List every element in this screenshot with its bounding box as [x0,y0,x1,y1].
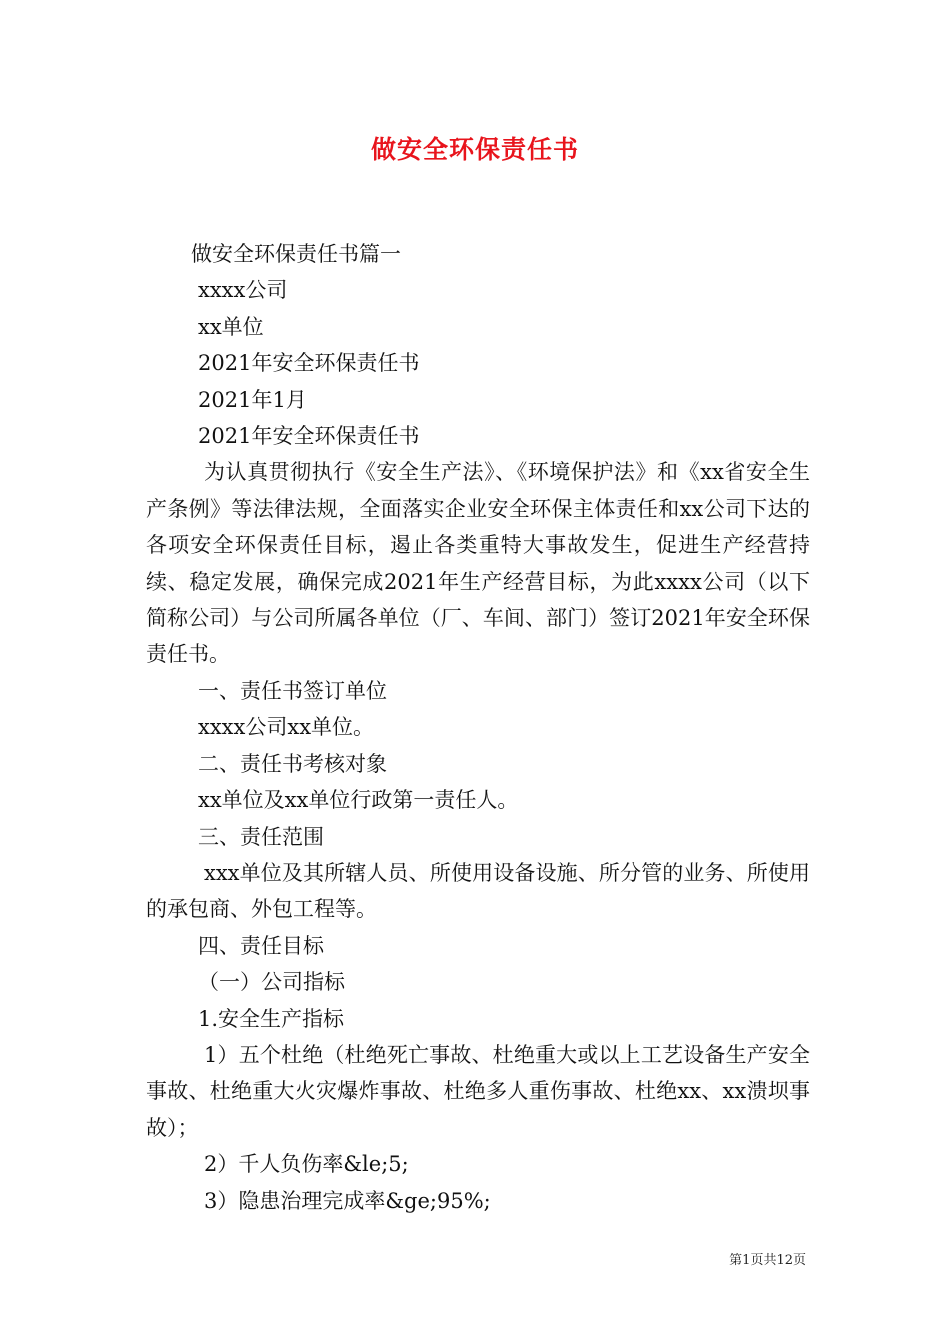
document-body [146,236,810,1219]
text-line: xx单位及xx单位行政第一责任人。 [198,788,519,813]
subheading: 1.安全生产指标 [198,1006,345,1031]
text-line: xxxx公司xx单位。 [198,715,375,740]
book-title-line: 2021年安全环保责任书 [198,424,420,449]
heading-4: 四、责任目标 [198,933,324,958]
intro-paragraph: 为认真贯彻执行《安全生产法》、《环境保护法》和《xx省安全生产条例》等法律法规，全面落实企业安全环保主体责任和xx公司下达的各项安全环保责任目标，遏止各类重特大事故发生，促进生产经营持续、稳定发展，确保完成2021年生产经营目标，为此xxxx公司（以下简称公司）与公司所属各单位（厂、车间、部门）签订2021年安全环保责任书。 [146,460,810,667]
list-item: 1）五个杜绝（杜绝死亡事故、杜绝重大或以上工艺设备生产安全事故、杜绝重大火灾爆炸事故、杜绝多人重伤事故、杜绝xx、xx溃坝事故）； [146,1042,810,1140]
heading-2: 二、责任书考核对象 [198,751,387,776]
unit-line: xx单位 [198,314,264,339]
heading-3: 三、责任范围 [198,824,324,849]
page-number: 第1页共12页 [729,1253,806,1268]
scope-paragraph: xxx单位及其所辖人员、所使用设备设施、所分管的业务、所使用的承包商、外包工程等。 [146,860,810,922]
date-line: 2021年1月 [198,387,307,412]
document-title: 做安全环保责任书 [370,135,579,164]
company-line: xxxx公司 [198,278,288,303]
book-title-line: 2021年安全环保责任书 [198,351,420,376]
subheading: （一）公司指标 [198,970,345,995]
heading-1: 一、责任书签订单位 [198,678,387,703]
section-heading: 做安全环保责任书篇一 [191,242,401,266]
list-item: 3）隐患治理完成率&ge;95%; [204,1188,491,1213]
list-item: 2）千人负伤率&le;5; [204,1152,409,1177]
